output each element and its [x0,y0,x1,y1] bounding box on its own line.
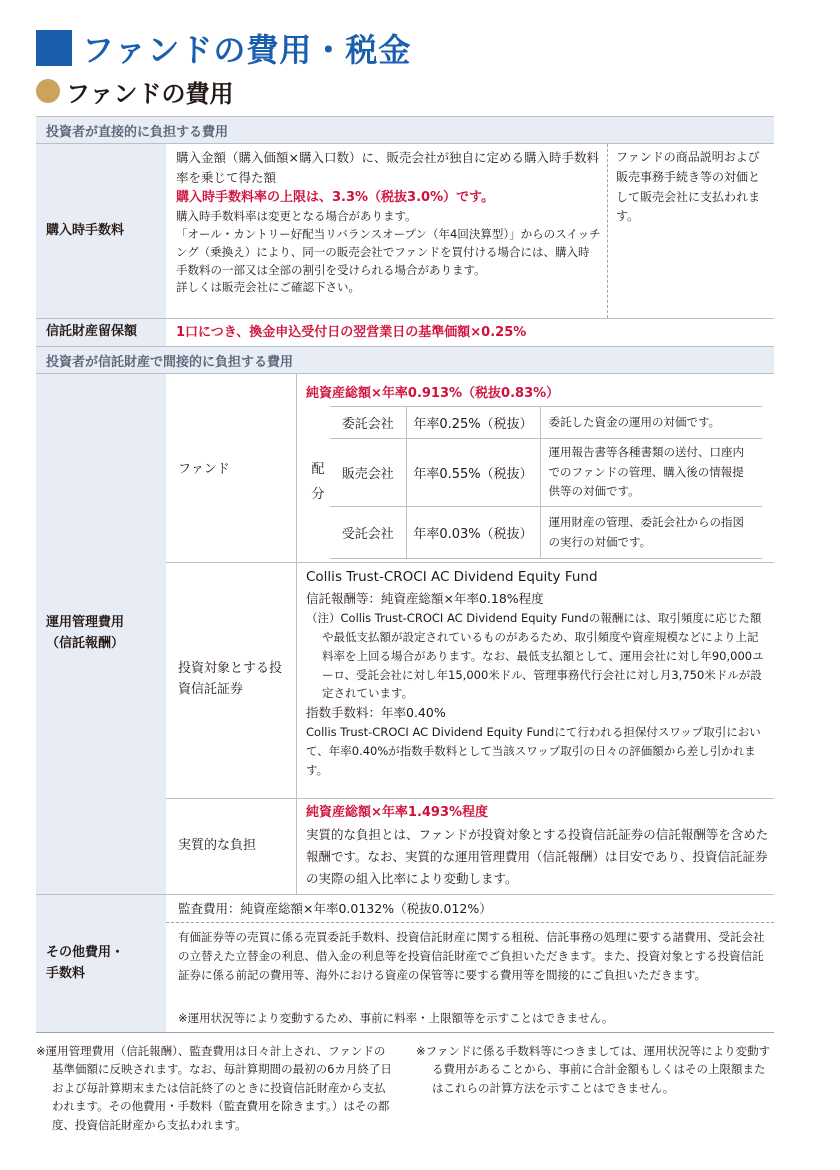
allocation-row [330,439,762,507]
purchase-fee-note2: 「オール・カントリー好配当リバランスオープン（年4回決算型）」からのスイッチング（乗換え）により、同一の販売会社でファンドを買付ける場合には、購入時手数料の一部又は全部の割引を受けられる場合があります。 [176,226,601,277]
allocation-desc: 運用財産の管理、委託会社からの指図の実行の対価です。 [540,507,762,559]
purchase-fee-detail [176,148,601,297]
purchase-fee-max: 購入時手数料率の上限は、3.3%（税抜3.0%）です。 [176,190,495,205]
purchase-fee-label: 購入時手数料 [36,144,166,318]
other-fees-label-line2: 手数料 [46,965,86,981]
allocation-desc: 委託した資金の運用の対価です。 [540,407,762,439]
retention-label: 信託財産留保額 [36,319,166,346]
subtitle-dot-icon [36,79,60,103]
management-fee-label-line1: 運用管理費用 [46,615,125,631]
section-subtitle-block [36,74,234,108]
section-band-indirect: 投資者が信託財産で間接的に負担する費用 [36,346,774,374]
retention-value: 1口につき、換金申込受付日の翌営業日の基準価額×0.25% [176,325,527,340]
footnote-left: ※運用管理費用（信託報酬）、監査費用は日々計上され、ファンドの基準価額に反映されます。なお、毎計算期間の最初の6カ月終了日および毎計算期末または信託終了のときに投資信託財産から支払われます。その他費用・手数料（監査費用を除きます。）はその都度、投資信託財産から支払われます。 [36,1044,392,1132]
other-fees-label-line1: その他費用・ [46,944,125,960]
divider [36,1032,774,1033]
fund-label: ファンド [178,462,230,477]
management-fee-label [36,374,166,894]
real-burden-value: 純資産総額×年率1.493%程度 [306,805,489,820]
page-title: ファンドの費用・税金 [82,31,412,69]
other-fees-note: ※運用状況等により変動するため、事前に料率・上限額等を示すことはできません。 [178,1011,614,1025]
swap-fee-note: Collis Trust-CROCI AC Dividend Equity Fundにて行われる担保付スワップ取引において、年率0.40%が指数手数料として当該スワップ取引の日々の評価額から差し引かれます。 [306,725,761,778]
footnote-right: ※ファンドに係る手数料等につきましては、運用状況等により変動する費用があることから、事前に合計金額もしくはその上限額またはこれらの計算方法を示すことはできません。 [416,1044,771,1095]
section-band-direct: 投資者が直接的に負担する費用 [36,116,774,144]
allocation-row [330,407,762,439]
allocation-rate: 年率0.03%（税抜） [406,507,540,559]
purchase-fee-note3: 詳しくは販売会社にご確認下さい。 [176,280,360,295]
allocation-table [330,406,762,559]
target-fund-name: Collis Trust-CROCI AC Dividend Equity Fund [306,569,598,585]
allocation-party: 販売会社 [330,439,406,507]
real-burden-desc: 実質的な負担とは、ファンドが投資対象とする投資信託証券の信託報酬等を含めた報酬です。なお、実質的な運用管理費用（信託報酬）は目安であり、投資信託証券の実際の組入比率により変動します。 [306,826,769,886]
divider [166,562,774,563]
target-fund-label: 投資対象とする投資信託証券 [178,661,283,698]
allocation-party: 委託会社 [330,407,406,439]
allocation-label: 配分 [311,462,325,502]
allocation-row [330,507,762,559]
allocation-rate: 年率0.25%（税抜） [406,407,540,439]
divider [296,374,297,894]
divider [607,144,608,318]
other-fees-desc: 有価証券等の売買に係る売買委託手数料、投資信託財産に関する租税、信託事務の処理に要する諸費用、受託会社の立替えた立替金の利息、借入金の利息等を投資信託財産でご負担いただきます。また、投資対象とする投資信託証券に係る前記の費用等、海外における資産の保管等に要する費用等を間接的にご負担いただきます。 [178,930,765,982]
allocation-rate: 年率0.55%（税抜） [406,439,540,507]
section-subtitle: ファンドの費用 [66,79,234,108]
purchase-fee-line1: 購入金額（購入価額×購入口数）に、販売会社が独自に定める購入時手数料率を乗じて得た額 [176,150,599,185]
page-title-block [36,28,411,68]
divider [166,922,774,923]
target-fund-note: （注）Collis Trust-CROCI AC Dividend Equity Fundの報酬には、取引頻度に応じた額や最低支払額が設定されているものがあるため、取引頻度や資産規模などにより上記料率を上回る場合があります。なお、最低支払額として、運用会社に対し年90,000ユーロ、受託会社に対し年15,000米ドル、管理事務代行会社に対し月3,750米ドルが設定されています。 [306,610,764,701]
target-fund-detail [306,567,770,780]
fund-total-fee: 純資産総額×年率0.913%（税抜0.83%） [306,386,560,401]
purchase-fee-purpose: ファンドの商品説明および販売事務手続き等の対価として販売会社に支払われます。 [616,150,761,224]
index-fee: 指数手数料：年率0.40% [306,705,446,721]
allocation-desc: 運用報告書等各種書類の送付、口座内でのファンドの管理、購入後の情報提供等の対価です。 [540,439,762,507]
purchase-fee-note1: 購入時手数料率は変更となる場合があります。 [176,209,417,224]
divider [166,798,774,799]
management-fee-label-line2: （信託報酬） [46,636,125,651]
audit-fee: 監査費用：純資産総額×年率0.0132%（税抜0.012%） [178,901,492,916]
allocation-party: 受託会社 [330,507,406,559]
title-square-icon [36,30,72,66]
real-burden-detail [306,803,770,889]
other-fees-label [36,895,166,1032]
real-burden-label: 実質的な負担 [178,838,257,853]
target-fund-fee: 信託報酬等：純資産総額×年率0.18%程度 [306,590,544,606]
